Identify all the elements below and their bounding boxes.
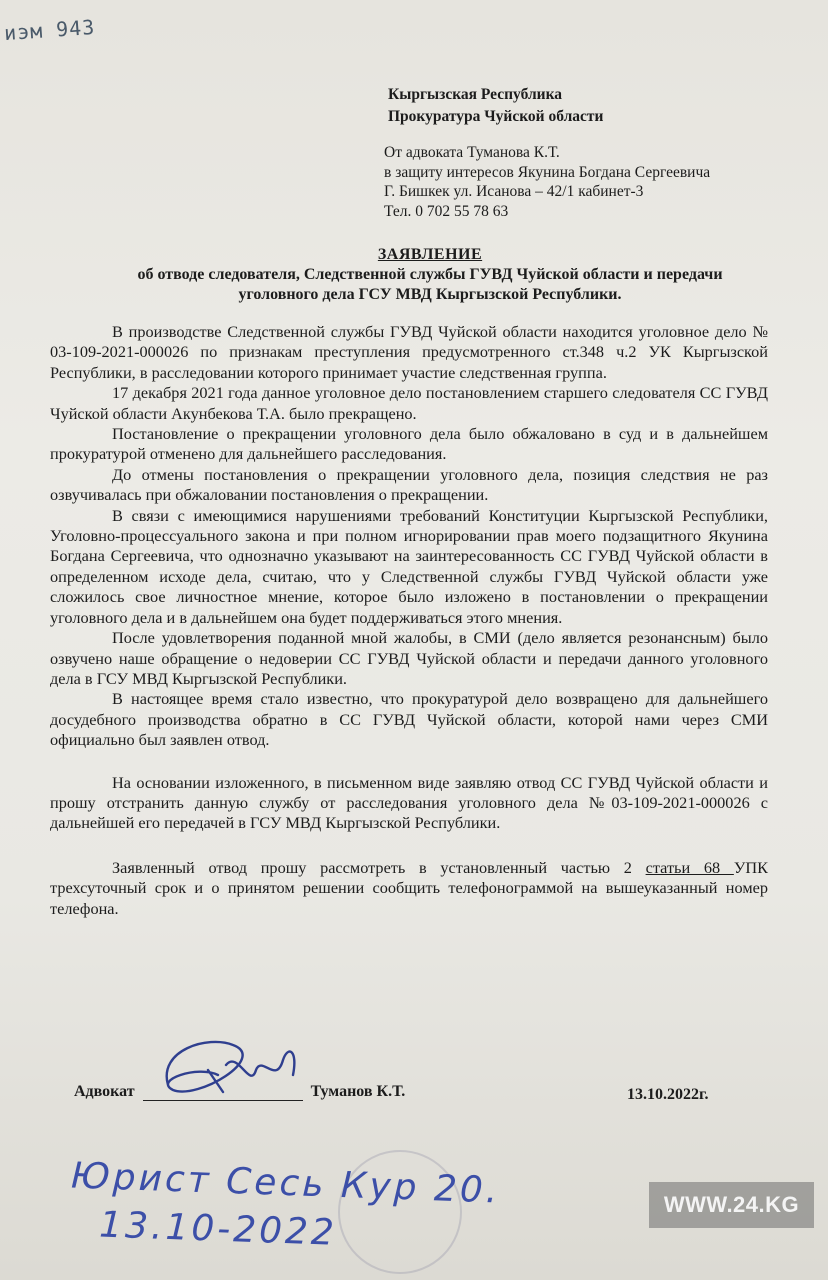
addressee-line: Кыргызская Республика (388, 86, 563, 103)
paragraph: В настоящее время стало известно, что прокуратурой дело возвращено для дальнейшего досудебного производства обратно в СС ГУВД Чуйской области, которой нами через СМИ официально был заявлен отвод. (50, 689, 768, 750)
signature-name: Туманов К.Т. (310, 1083, 406, 1100)
paragraph: До отмены постановления о прекращении уголовного дела, позиция следствия не раз озвучивалась при обжаловании постановления о прекращении. (50, 464, 768, 505)
title-subtitle: об отводе следователя, Следственной службы ГУВД Чуйской области и передачи (137, 266, 723, 283)
handwritten-line: Юрист Сесь Кур 20. (70, 1155, 501, 1212)
title-main: ЗАЯВЛЕНИЕ (377, 246, 483, 263)
handwritten-receipt-note (68, 1153, 501, 1264)
paragraph-request (50, 858, 768, 919)
paragraph: После удовлетворения поданной мной жалобы, в СМИ (дело является резонансным) было озвучено наше обращение о недоверии СС ГУВД Чуйской области и передачи данного уголовного дела в ГСУ МВД Кыргызской Республики. (50, 628, 768, 688)
signature-blank (143, 1082, 303, 1101)
sender-line: в защиту интересов Якунина Богдана Сергеевича (384, 163, 711, 181)
paragraph: 17 декабря 2021 года данное уголовное дело постановлением старшего следователя СС ГУВД Чуйской области Акунбекова Т.А. было прекращено. (50, 383, 768, 423)
signature-date: 13.10.2022г. (627, 1086, 709, 1103)
sender-block (384, 143, 710, 221)
site-watermark: WWW.24.KG (649, 1182, 814, 1228)
corner-handwritten-note: иэм 943 (3, 14, 97, 46)
paragraph: Постановление о прекращении уголовного дела было обжаловано в суд и в дальнейшем прокуратурой отменено для дальнейшего расследования. (50, 424, 768, 464)
sender-line: Тел. 0 702 55 78 63 (384, 202, 509, 220)
document-body (50, 322, 768, 919)
addressee-block (388, 84, 603, 128)
sender-line: Г. Бишкек ул. Исанова – 42/1 кабинет-3 (384, 183, 644, 200)
paragraph: В производстве Следственной службы ГУВД Чуйской области находится уголовное дело № 03-109-2021-000026 по признакам преступления предусмотренного ст.348 ч.2 УК Кыргызской Республики, в расследовании которого принимает участие следственная группа. (50, 322, 768, 382)
paragraph-text: УПК трехсуточный срок и о принятом решении сообщить телефонограммой на вышеуказанный номер телефона. (50, 857, 768, 918)
signature-label: Адвокат (74, 1083, 135, 1100)
sender-line: От адвоката Туманова К.Т. (384, 144, 560, 161)
title-subtitle: уголовного дела ГСУ МВД Кыргызской Республики. (238, 286, 622, 303)
handwritten-line: 13.10-2022 (98, 1204, 338, 1254)
paragraph: На основании изложенного, в письменном виде заявляю отвод СС ГУВД Чуйской области и прошу отстранить данную службу от расследования уголовного дела №03-109-2021-000026 с дальнейшей его передачей в ГСУ МВД Кыргызской Республики. (50, 772, 768, 833)
paragraph: В связи с имеющимися нарушениями требований Конституции Кыргызской Республики, Уголовно-процессуального закона и при полном игнорировании прав моего подзащитного Якунина Богдана Сергеевича, что однозначно указывают на заинтересованность СС ГУВД Чуйской области в определенном исходе дела, считаю, что у Следственной службы ГУВД Чуйской области уже сложилось свое личностное мнение, которое было изложено в постановлении о прекращении уголовного дела и в дальнейшем она будет поддерживаться этого мнения. (50, 505, 768, 627)
paragraph-text: Заявленный отвод прошу рассмотреть в установленный частью 2 (112, 857, 646, 877)
signature-line (74, 1082, 405, 1101)
addressee-line: Прокуратура Чуйской области (388, 108, 604, 125)
document-title (40, 245, 820, 305)
article-reference: статьи 68 (645, 857, 734, 877)
